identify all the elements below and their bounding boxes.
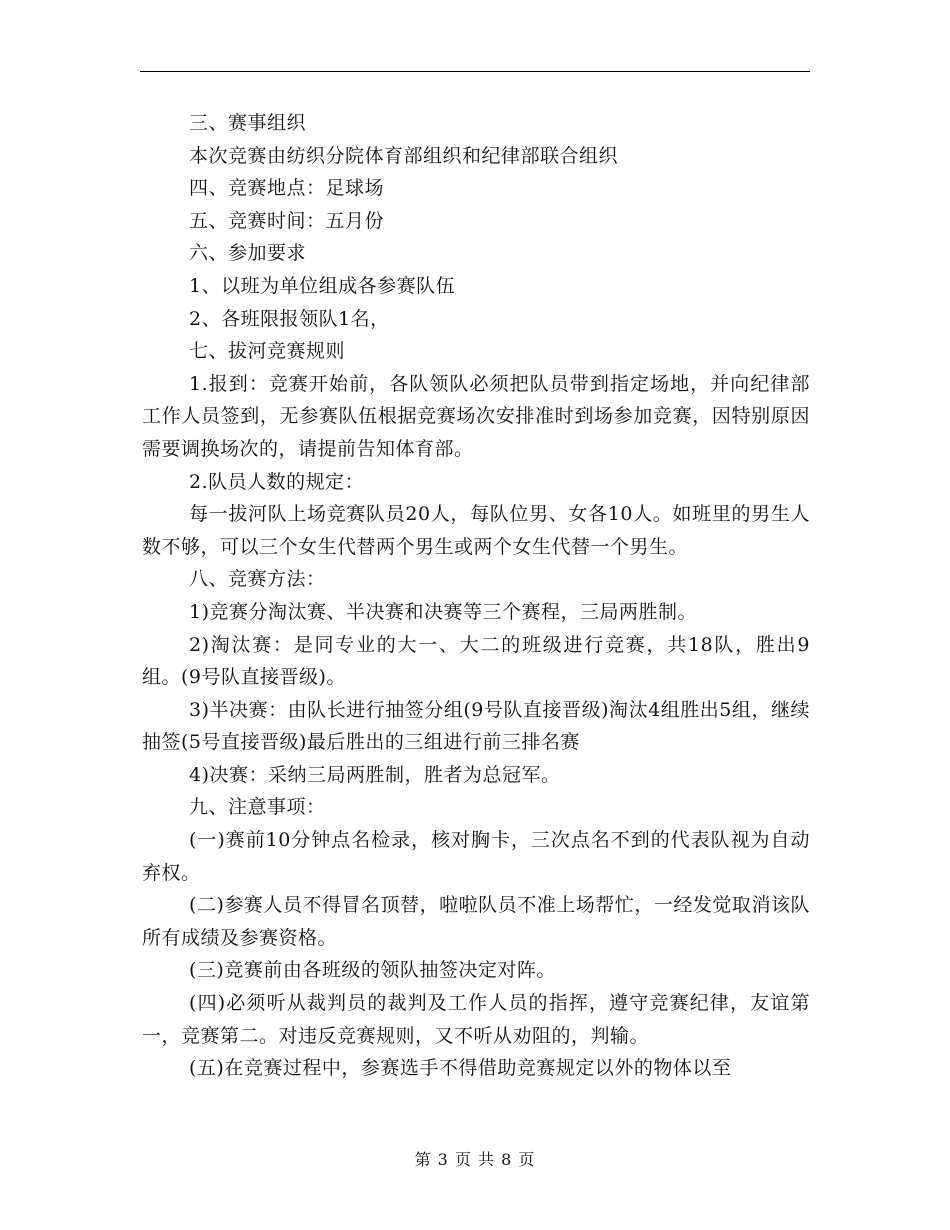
section-heading-time: 五、竞赛时间：五月份 xyxy=(189,209,385,232)
document-body xyxy=(142,107,810,1085)
list-item: (二)参赛人员不得冒名顶替，啦啦队员不准上场帮忙，一经发觉取消该队所有成绩及参赛资格。 xyxy=(142,894,810,949)
header-rule xyxy=(140,71,810,72)
page-number: 第 3 页 共 8 页 xyxy=(414,1150,536,1169)
section-heading-venue: 四、竞赛地点：足球场 xyxy=(189,177,385,200)
list-item: (一)赛前10分钟点名检录，核对胸卡，三次点名不到的代表队视为自动弃权。 xyxy=(142,829,810,884)
section-heading-rules: 七、拔河竞赛规则 xyxy=(189,340,346,363)
list-item: 2、各班限报领队1名， xyxy=(189,307,390,330)
section-heading-requirements: 六、参加要求 xyxy=(189,242,307,265)
section-heading-notes: 九、注意事项： xyxy=(189,796,326,819)
section-heading-method: 八、竞赛方法： xyxy=(189,568,326,591)
list-item: 1)竞赛分淘汰赛、半决赛和决赛等三个赛程，三局两胜制。 xyxy=(189,600,698,623)
paragraph: 每一拔河队上场竞赛队员20人，每队位男、女各10人。如班里的男生人数不够，可以三个女生代替两个男生或两个女生代替一个男生。 xyxy=(142,503,810,558)
list-item: (五)在竞赛过程中，参赛选手不得借助竞赛规定以外的物体以至 xyxy=(189,1057,732,1080)
section-heading-organization: 三、赛事组织 xyxy=(189,112,307,134)
paragraph: 本次竞赛由纺织分院体育部组织和纪律部联合组织 xyxy=(189,144,619,167)
list-item: 2.队员人数的规定： xyxy=(189,470,365,493)
list-item: 1、以班为单位组成各参赛队伍 xyxy=(189,274,456,297)
list-item: (四)必须听从裁判员的裁判及工作人员的指挥，遵守竞赛纪律，友谊第一，竞赛第二。对违反竞赛规则，又不听从劝阻的，判输。 xyxy=(142,992,810,1047)
list-item: (三)竞赛前由各班级的领队抽签决定对阵。 xyxy=(189,959,556,982)
list-item: 3)半决赛：由队长进行抽签分组(9号队直接晋级)淘汰4组胜出5组，继续抽签(5号直接晋级)最后胜出的三组进行前三排名赛 xyxy=(142,698,810,754)
list-item: 4)决赛：采纳三局两胜制，胜者为总冠军。 xyxy=(189,763,561,786)
paragraph: 1.报到：竞赛开始前，各队领队必须把队员带到指定场地，并向纪律部工作人员签到，无参赛队伍根据竞赛场次安排准时到场参加竞赛，因特别原因需要调换场次的，请提前告知体育部。 xyxy=(142,372,810,460)
list-item: 2)淘汰赛：是同专业的大一、大二的班级进行竞赛，共18队，胜出9组。(9号队直接晋级)。 xyxy=(142,633,810,689)
